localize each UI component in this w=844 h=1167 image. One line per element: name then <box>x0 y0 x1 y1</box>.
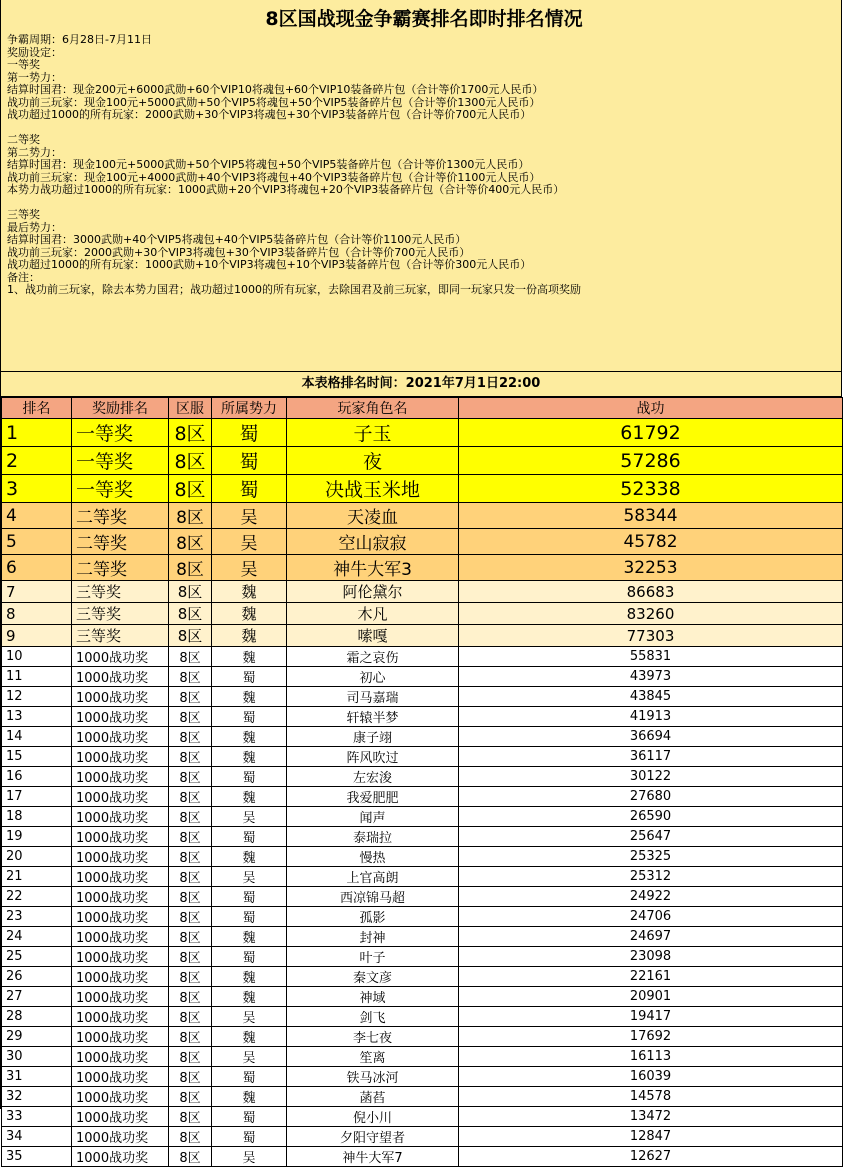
cell-name[interactable]: 阿伦黛尔 <box>287 581 459 603</box>
cell-rank[interactable]: 14 <box>2 727 72 747</box>
cell-name[interactable]: 李七夜 <box>287 1027 459 1047</box>
cell-merit[interactable]: 25312 <box>459 867 843 887</box>
cell-server[interactable]: 8区 <box>169 503 212 529</box>
cell-rank[interactable]: 10 <box>2 647 72 667</box>
cell-award[interactable]: 1000战功奖 <box>72 807 169 827</box>
table-row <box>2 555 843 581</box>
cell-name[interactable]: 夕阳守望者 <box>287 1127 459 1147</box>
cell-merit[interactable]: 43973 <box>459 667 843 687</box>
cell-faction[interactable]: 魏 <box>212 727 287 747</box>
cell-name[interactable]: 子玉 <box>287 419 459 447</box>
cell-faction[interactable]: 吴 <box>212 1047 287 1067</box>
cell-merit[interactable]: 24706 <box>459 907 843 927</box>
table-row <box>2 687 843 707</box>
cell-name[interactable]: 菡萏 <box>287 1087 459 1107</box>
cell-award[interactable]: 一等奖 <box>72 419 169 447</box>
cell-rank[interactable]: 25 <box>2 947 72 967</box>
info-line: 二等奖 <box>7 133 40 146</box>
table-row <box>2 707 843 727</box>
cell-rank[interactable]: 26 <box>2 967 72 987</box>
cell-merit[interactable]: 57286 <box>459 447 843 475</box>
header-name[interactable]: 玩家角色名 <box>287 398 459 419</box>
cell-server[interactable]: 8区 <box>169 1087 212 1107</box>
cell-rank[interactable]: 2 <box>2 447 72 475</box>
cell-server[interactable]: 8区 <box>169 707 212 727</box>
cell-name[interactable]: 倪小川 <box>287 1107 459 1127</box>
cell-rank[interactable]: 13 <box>2 707 72 727</box>
table-row <box>2 647 843 667</box>
cell-name[interactable]: 铁马冰河 <box>287 1067 459 1087</box>
cell-award[interactable]: 一等奖 <box>72 475 169 503</box>
cell-award[interactable]: 1000战功奖 <box>72 1027 169 1047</box>
cell-award[interactable]: 三等奖 <box>72 625 169 647</box>
table-row <box>2 887 843 907</box>
cell-faction[interactable]: 蜀 <box>212 827 287 847</box>
cell-name[interactable]: 孤影 <box>287 907 459 927</box>
cell-merit[interactable]: 13472 <box>459 1107 843 1127</box>
info-line: 战功前三玩家：2000武勋+30个VIP3将魂包+30个VIP3装备碎片包（合计等价700元人民币） <box>7 245 471 259</box>
cell-server[interactable]: 8区 <box>169 555 212 581</box>
cell-name[interactable]: 我爱肥肥 <box>287 787 459 807</box>
cell-name[interactable]: 初心 <box>287 667 459 687</box>
rules-text <box>7 34 841 297</box>
cell-name[interactable]: 秦文彦 <box>287 967 459 987</box>
cell-faction[interactable]: 蜀 <box>212 707 287 727</box>
cell-rank[interactable]: 5 <box>2 529 72 555</box>
cell-merit[interactable]: 45782 <box>459 529 843 555</box>
table-row <box>2 1127 843 1147</box>
cell-merit[interactable]: 22161 <box>459 967 843 987</box>
cell-name[interactable]: 木凡 <box>287 603 459 625</box>
cell-server[interactable]: 8区 <box>169 687 212 707</box>
cell-faction[interactable]: 蜀 <box>212 667 287 687</box>
cell-rank[interactable]: 17 <box>2 787 72 807</box>
cell-server[interactable]: 8区 <box>169 847 212 867</box>
cell-award[interactable]: 1000战功奖 <box>72 1067 169 1087</box>
cell-name[interactable]: 上官高朗 <box>287 867 459 887</box>
cell-rank[interactable]: 31 <box>2 1067 72 1087</box>
table-row <box>2 1087 843 1107</box>
cell-name[interactable]: 嗦嘎 <box>287 625 459 647</box>
cell-rank[interactable]: 18 <box>2 807 72 827</box>
cell-merit[interactable]: 23098 <box>459 947 843 967</box>
cell-faction[interactable]: 魏 <box>212 625 287 647</box>
cell-name[interactable]: 阵风吹过 <box>287 747 459 767</box>
table-row <box>2 767 843 787</box>
cell-server[interactable]: 8区 <box>169 1007 212 1027</box>
cell-award[interactable]: 1000战功奖 <box>72 1107 169 1127</box>
cell-server[interactable]: 8区 <box>169 767 212 787</box>
table-row <box>2 807 843 827</box>
cell-award[interactable]: 1000战功奖 <box>72 887 169 907</box>
ranking-table <box>1 397 843 1167</box>
cell-merit[interactable]: 24922 <box>459 887 843 907</box>
cell-rank[interactable]: 6 <box>2 555 72 581</box>
cell-award[interactable]: 1000战功奖 <box>72 727 169 747</box>
info-line: 奖励设定： <box>7 45 62 59</box>
table-row <box>2 847 843 867</box>
info-line: 战功前三玩家：现金100元+5000武勋+50个VIP5将魂包+50个VIP5装备碎片包（合计等价1300元人民币） <box>7 95 541 109</box>
cell-rank[interactable]: 11 <box>2 667 72 687</box>
cell-award[interactable]: 1000战功奖 <box>72 827 169 847</box>
cell-rank[interactable]: 7 <box>2 581 72 603</box>
cell-merit[interactable]: 55831 <box>459 647 843 667</box>
info-line: 结算时国君：3000武勋+40个VIP5将魂包+40个VIP5装备碎片包（合计等价1100元人民币） <box>7 233 467 246</box>
cell-server[interactable]: 8区 <box>169 603 212 625</box>
cell-name[interactable]: 剑飞 <box>287 1007 459 1027</box>
info-line: 战功超过1000的所有玩家：1000武勋+10个VIP3将魂包+10个VIP3装备碎片包（合计等价300元人民币） <box>7 258 532 271</box>
cell-merit[interactable]: 14578 <box>459 1087 843 1107</box>
table-row <box>2 1067 843 1087</box>
cell-faction[interactable]: 吴 <box>212 867 287 887</box>
cell-award[interactable]: 一等奖 <box>72 447 169 475</box>
table-row <box>2 967 843 987</box>
cell-merit[interactable]: 61792 <box>459 419 843 447</box>
cell-server[interactable]: 8区 <box>169 667 212 687</box>
cell-name[interactable]: 闻声 <box>287 807 459 827</box>
cell-rank[interactable]: 32 <box>2 1087 72 1107</box>
cell-name[interactable]: 司马嘉瑞 <box>287 687 459 707</box>
table-row <box>2 447 843 475</box>
cell-name[interactable]: 决战玉米地 <box>287 475 459 503</box>
cell-award[interactable]: 1000战功奖 <box>72 667 169 687</box>
table-row <box>2 625 843 647</box>
cell-merit[interactable]: 36694 <box>459 727 843 747</box>
table-row <box>2 787 843 807</box>
cell-rank[interactable]: 16 <box>2 767 72 787</box>
header-faction[interactable]: 所属势力 <box>212 398 287 419</box>
cell-rank[interactable]: 33 <box>2 1107 72 1127</box>
cell-award[interactable]: 1000战功奖 <box>72 707 169 727</box>
table-row <box>2 987 843 1007</box>
cell-server[interactable]: 8区 <box>169 647 212 667</box>
cell-merit[interactable]: 30122 <box>459 767 843 787</box>
cell-merit[interactable]: 43845 <box>459 687 843 707</box>
cell-award[interactable]: 1000战功奖 <box>72 1127 169 1147</box>
cell-merit[interactable]: 12627 <box>459 1147 843 1167</box>
cell-name[interactable]: 封神 <box>287 927 459 947</box>
cell-merit[interactable]: 36117 <box>459 747 843 767</box>
table-row <box>2 529 843 555</box>
table-row <box>2 867 843 887</box>
cell-name[interactable]: 泰瑞拉 <box>287 827 459 847</box>
cell-merit[interactable]: 25325 <box>459 847 843 867</box>
table-row <box>2 1147 843 1167</box>
cell-faction[interactable]: 吴 <box>212 1147 287 1167</box>
cell-rank[interactable]: 8 <box>2 603 72 625</box>
info-line <box>7 122 841 135</box>
cell-server[interactable]: 8区 <box>169 1107 212 1127</box>
cell-rank[interactable]: 15 <box>2 747 72 767</box>
cell-merit[interactable]: 41913 <box>459 707 843 727</box>
header-award[interactable]: 奖励排名 <box>72 398 169 419</box>
cell-rank[interactable]: 20 <box>2 847 72 867</box>
cell-merit[interactable]: 86683 <box>459 581 843 603</box>
header-server[interactable]: 区服 <box>169 398 212 419</box>
cell-server[interactable]: 8区 <box>169 987 212 1007</box>
cell-faction[interactable]: 蜀 <box>212 1067 287 1087</box>
cell-name[interactable]: 叶子 <box>287 947 459 967</box>
cell-server[interactable]: 8区 <box>169 787 212 807</box>
info-line: 第一势力： <box>7 70 62 84</box>
table-row <box>2 475 843 503</box>
cell-server[interactable]: 8区 <box>169 475 212 503</box>
cell-rank[interactable]: 23 <box>2 907 72 927</box>
cell-faction[interactable]: 吴 <box>212 1007 287 1027</box>
cell-server[interactable]: 8区 <box>169 947 212 967</box>
cell-merit[interactable]: 19417 <box>459 1007 843 1027</box>
cell-name[interactable]: 天凌血 <box>287 503 459 529</box>
cell-name[interactable]: 慢热 <box>287 847 459 867</box>
table-row <box>2 419 843 447</box>
cell-faction[interactable]: 蜀 <box>212 1127 287 1147</box>
cell-rank[interactable]: 12 <box>2 687 72 707</box>
cell-faction[interactable]: 蜀 <box>212 947 287 967</box>
cell-server[interactable]: 8区 <box>169 727 212 747</box>
cell-merit[interactable]: 16113 <box>459 1047 843 1067</box>
cell-award[interactable]: 1000战功奖 <box>72 1007 169 1027</box>
table-row <box>2 927 843 947</box>
cell-faction[interactable]: 吴 <box>212 503 287 529</box>
cell-rank[interactable]: 29 <box>2 1027 72 1047</box>
cell-faction[interactable]: 魏 <box>212 927 287 947</box>
info-line: 最后势力： <box>7 220 62 234</box>
table-row <box>2 827 843 847</box>
cell-award[interactable]: 1000战功奖 <box>72 1087 169 1107</box>
header-rank[interactable]: 排名 <box>2 398 72 419</box>
table-row <box>2 667 843 687</box>
cell-faction[interactable]: 魏 <box>212 787 287 807</box>
cell-faction[interactable]: 魏 <box>212 647 287 667</box>
cell-rank[interactable]: 19 <box>2 827 72 847</box>
cell-faction[interactable]: 蜀 <box>212 1107 287 1127</box>
cell-name[interactable]: 左宏浚 <box>287 767 459 787</box>
cell-faction[interactable]: 魏 <box>212 967 287 987</box>
cell-rank[interactable]: 35 <box>2 1147 72 1167</box>
cell-name[interactable]: 夜 <box>287 447 459 475</box>
cell-rank[interactable]: 22 <box>2 887 72 907</box>
cell-award[interactable]: 1000战功奖 <box>72 927 169 947</box>
cell-name[interactable]: 康子翊 <box>287 727 459 747</box>
cell-merit[interactable]: 24697 <box>459 927 843 947</box>
cell-rank[interactable]: 34 <box>2 1127 72 1147</box>
cell-name[interactable]: 神牛大军3 <box>287 555 459 581</box>
cell-merit[interactable]: 20901 <box>459 987 843 1007</box>
ranking-time: 本表格排名时间：2021年7月1日22:00 <box>1 372 841 397</box>
cell-server[interactable]: 8区 <box>169 447 212 475</box>
table-row <box>2 503 843 529</box>
cell-faction[interactable]: 蜀 <box>212 887 287 907</box>
cell-award[interactable]: 1000战功奖 <box>72 867 169 887</box>
cell-server[interactable]: 8区 <box>169 807 212 827</box>
table-row <box>2 1047 843 1067</box>
cell-faction[interactable]: 魏 <box>212 1087 287 1107</box>
cell-award[interactable]: 1000战功奖 <box>72 847 169 867</box>
cell-merit[interactable]: 12847 <box>459 1127 843 1147</box>
cell-server[interactable]: 8区 <box>169 419 212 447</box>
cell-server[interactable]: 8区 <box>169 1127 212 1147</box>
info-line: 备注： <box>7 270 40 284</box>
cell-faction[interactable]: 蜀 <box>212 907 287 927</box>
cell-server[interactable]: 8区 <box>169 827 212 847</box>
cell-name[interactable]: 神牛大军7 <box>287 1147 459 1167</box>
page-title: 8区国战现金争霸赛排名即时排名情况 <box>265 8 583 30</box>
cell-merit[interactable]: 27680 <box>459 787 843 807</box>
cell-award[interactable]: 1000战功奖 <box>72 1047 169 1067</box>
cell-name[interactable]: 神域 <box>287 987 459 1007</box>
cell-rank[interactable]: 30 <box>2 1047 72 1067</box>
cell-faction[interactable]: 吴 <box>212 555 287 581</box>
cell-server[interactable]: 8区 <box>169 1067 212 1087</box>
cell-award[interactable]: 1000战功奖 <box>72 787 169 807</box>
cell-award[interactable]: 二等奖 <box>72 529 169 555</box>
info-line: 战功超过1000的所有玩家：2000武勋+30个VIP3将魂包+30个VIP3装备碎片包（合计等价700元人民币） <box>7 108 532 121</box>
cell-server[interactable]: 8区 <box>169 867 212 887</box>
cell-award[interactable]: 1000战功奖 <box>72 767 169 787</box>
cell-server[interactable]: 8区 <box>169 887 212 907</box>
cell-award[interactable]: 1000战功奖 <box>72 747 169 767</box>
info-line: 结算时国君：现金100元+5000武勋+50个VIP5将魂包+50个VIP5装备碎片包（合计等价1300元人民币） <box>7 158 530 171</box>
cell-name[interactable]: 空山寂寂 <box>287 529 459 555</box>
info-line: 1、战功前三玩家，除去本势力国君；战功超过1000的所有玩家，去除国君及前三玩家，即同一玩家只发一份高项奖励 <box>7 283 581 296</box>
table-row <box>2 907 843 927</box>
cell-rank[interactable]: 9 <box>2 625 72 647</box>
cell-faction[interactable]: 吴 <box>212 807 287 827</box>
cell-faction[interactable]: 蜀 <box>212 767 287 787</box>
cell-rank[interactable]: 27 <box>2 987 72 1007</box>
cell-faction[interactable]: 魏 <box>212 603 287 625</box>
cell-server[interactable]: 8区 <box>169 927 212 947</box>
cell-rank[interactable]: 1 <box>2 419 72 447</box>
table-row <box>2 603 843 625</box>
cell-rank[interactable]: 28 <box>2 1007 72 1027</box>
cell-merit[interactable]: 26590 <box>459 807 843 827</box>
cell-merit[interactable]: 52338 <box>459 475 843 503</box>
table-row <box>2 1007 843 1027</box>
cell-award[interactable]: 1000战功奖 <box>72 967 169 987</box>
cell-faction[interactable]: 魏 <box>212 987 287 1007</box>
cell-server[interactable]: 8区 <box>169 1047 212 1067</box>
cell-name[interactable]: 笙离 <box>287 1047 459 1067</box>
info-line <box>7 197 841 210</box>
cell-faction[interactable]: 魏 <box>212 581 287 603</box>
cell-award[interactable]: 1000战功奖 <box>72 687 169 707</box>
cell-server[interactable]: 8区 <box>169 747 212 767</box>
cell-merit[interactable]: 17692 <box>459 1027 843 1047</box>
info-line: 第二势力： <box>7 145 62 159</box>
table-row <box>2 1107 843 1127</box>
cell-merit[interactable]: 25647 <box>459 827 843 847</box>
cell-merit[interactable]: 16039 <box>459 1067 843 1087</box>
cell-name[interactable]: 霜之哀伤 <box>287 647 459 667</box>
cell-server[interactable]: 8区 <box>169 625 212 647</box>
cell-merit[interactable]: 83260 <box>459 603 843 625</box>
cell-award[interactable]: 1000战功奖 <box>72 907 169 927</box>
cell-faction[interactable]: 蜀 <box>212 419 287 447</box>
cell-faction[interactable]: 魏 <box>212 687 287 707</box>
cell-merit[interactable]: 58344 <box>459 503 843 529</box>
cell-award[interactable]: 1000战功奖 <box>72 1147 169 1167</box>
cell-award[interactable]: 1000战功奖 <box>72 647 169 667</box>
cell-merit[interactable]: 77303 <box>459 625 843 647</box>
cell-merit[interactable]: 32253 <box>459 555 843 581</box>
cell-name[interactable]: 西凉锦马超 <box>287 887 459 907</box>
header-merit[interactable]: 战功 <box>459 398 843 419</box>
cell-server[interactable]: 8区 <box>169 529 212 555</box>
info-line: 本势力战功超过1000的所有玩家：1000武勋+20个VIP3将魂包+20个VIP3装备碎片包（合计等价400元人民币） <box>7 183 565 196</box>
cell-award[interactable]: 二等奖 <box>72 503 169 529</box>
cell-faction[interactable]: 蜀 <box>212 447 287 475</box>
cell-server[interactable]: 8区 <box>169 967 212 987</box>
info-panel <box>1 0 841 372</box>
cell-award[interactable]: 二等奖 <box>72 555 169 581</box>
table-row <box>2 727 843 747</box>
cell-server[interactable]: 8区 <box>169 581 212 603</box>
cell-server[interactable]: 8区 <box>169 1027 212 1047</box>
table-row <box>2 947 843 967</box>
cell-rank[interactable]: 24 <box>2 927 72 947</box>
cell-rank[interactable]: 3 <box>2 475 72 503</box>
info-line: 争霸周期：6月28日-7月11日 <box>7 33 152 46</box>
cell-award[interactable]: 三等奖 <box>72 581 169 603</box>
table-row <box>2 1027 843 1047</box>
info-line: 三等奖 <box>7 208 40 221</box>
cell-name[interactable]: 轩辕半梦 <box>287 707 459 727</box>
cell-faction[interactable]: 魏 <box>212 747 287 767</box>
table-row <box>2 747 843 767</box>
cell-award[interactable]: 1000战功奖 <box>72 947 169 967</box>
cell-rank[interactable]: 21 <box>2 867 72 887</box>
info-line: 结算时国君：现金200元+6000武勋+60个VIP10将魂包+60个VIP10装备碎片包（合计等价1700元人民币） <box>7 83 544 96</box>
cell-award[interactable]: 1000战功奖 <box>72 987 169 1007</box>
cell-faction[interactable]: 魏 <box>212 847 287 867</box>
info-line: 一等奖 <box>7 58 40 71</box>
cell-faction[interactable]: 魏 <box>212 1027 287 1047</box>
cell-server[interactable]: 8区 <box>169 907 212 927</box>
cell-rank[interactable]: 4 <box>2 503 72 529</box>
cell-award[interactable]: 三等奖 <box>72 603 169 625</box>
cell-faction[interactable]: 吴 <box>212 529 287 555</box>
cell-server[interactable]: 8区 <box>169 1147 212 1167</box>
cell-faction[interactable]: 蜀 <box>212 475 287 503</box>
table-header-row <box>2 398 843 419</box>
table-row <box>2 581 843 603</box>
info-line: 战功前三玩家：现金100元+4000武勋+40个VIP3将魂包+40个VIP3装备碎片包（合计等价1100元人民币） <box>7 170 541 184</box>
